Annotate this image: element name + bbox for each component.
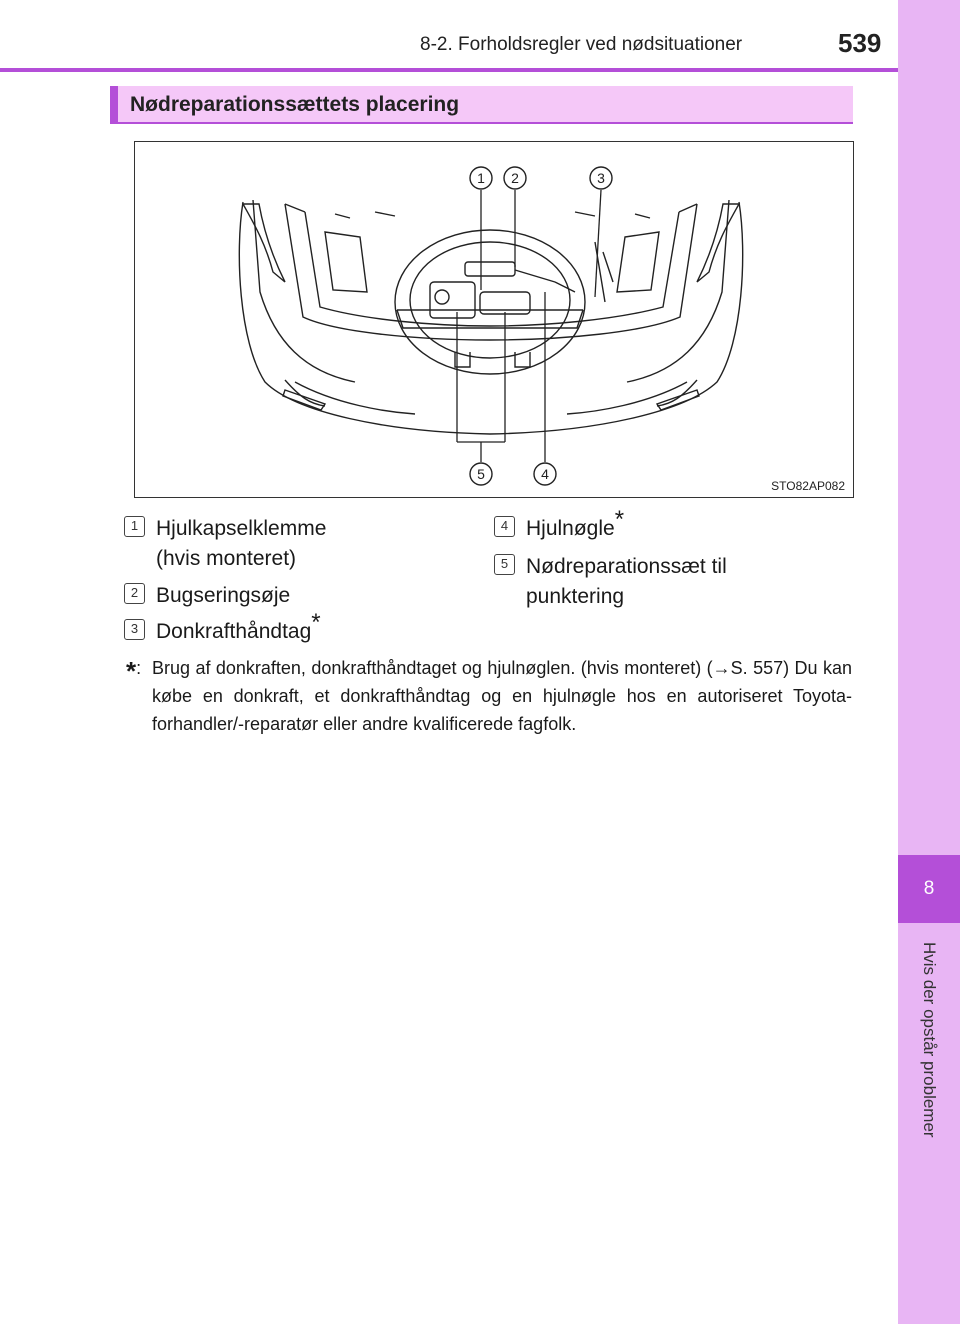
legend-item-1 bbox=[156, 514, 326, 574]
trunk-drawing bbox=[135, 142, 855, 499]
page-number: 539 bbox=[838, 28, 882, 58]
trunk-opening bbox=[285, 204, 697, 340]
chapter-label-text: Hvis der opstår problemer bbox=[920, 942, 939, 1138]
footnote-mark: *: bbox=[126, 656, 142, 686]
legend-3-star: * bbox=[311, 609, 321, 636]
callout-2: 2 bbox=[511, 170, 519, 186]
header-title: 8-2. Forholdsregler ved nødsituationer bbox=[420, 34, 743, 55]
callout-1: 1 bbox=[477, 170, 485, 186]
figure-code: STO82AP082 bbox=[771, 479, 845, 493]
legend-1-number: 1 bbox=[124, 516, 145, 537]
callout-4: 4 bbox=[541, 466, 549, 482]
section-heading-text: Nødreparationssættets placering bbox=[130, 93, 460, 116]
callout-3: 3 bbox=[597, 170, 605, 186]
legend-4-number: 4 bbox=[494, 516, 515, 537]
spare-wheel-well bbox=[395, 230, 585, 374]
legend-5-number: 5 bbox=[494, 554, 515, 575]
trunk-illustration bbox=[134, 141, 854, 498]
footnote-text: Brug af donkraften, donkrafthåndtaget og hjulnøglen. (hvis monteret) (→S. 557) Du kan købe en donkraft, et donkrafthåndtag og en hjulnøgle hos en autoriseret Toyota-forhandler/-reparatør eller andre kvalificerede fagfolk. bbox=[152, 658, 852, 734]
chapter-number: 8 bbox=[923, 878, 935, 899]
section-heading bbox=[110, 86, 853, 124]
left-taillight bbox=[243, 204, 285, 282]
chapter-label bbox=[919, 942, 941, 1182]
legend-1-label: Hjulkapselklemme bbox=[156, 517, 327, 540]
legend-3-number: 3 bbox=[124, 619, 145, 640]
legend-5-label: Nødreparationssæt til bbox=[526, 555, 727, 578]
footnote bbox=[126, 654, 852, 738]
body-outline bbox=[239, 202, 742, 434]
callout-5: 5 bbox=[477, 466, 485, 482]
legend-4-star: * bbox=[614, 506, 625, 533]
right-taillight bbox=[697, 204, 739, 282]
legend-2-label: Bugseringsøje bbox=[156, 584, 291, 607]
legend-item-4 bbox=[526, 506, 625, 544]
legend-3-label: Donkrafthåndtag bbox=[156, 620, 312, 643]
chapter-tab[interactable] bbox=[898, 855, 960, 923]
header-rule bbox=[0, 68, 898, 72]
legend-2-number: 2 bbox=[124, 583, 145, 604]
legend-5-label2: punktering bbox=[526, 585, 625, 608]
legend-4-label: Hjulnøgle bbox=[526, 517, 615, 540]
legend-item-3 bbox=[156, 609, 321, 647]
repair-kit-item bbox=[430, 282, 475, 318]
tool-tray-item bbox=[480, 292, 530, 314]
legend-item-2 bbox=[156, 581, 290, 611]
legend-item-5 bbox=[526, 552, 727, 612]
legend-1-label2: (hvis monteret) bbox=[156, 547, 297, 570]
